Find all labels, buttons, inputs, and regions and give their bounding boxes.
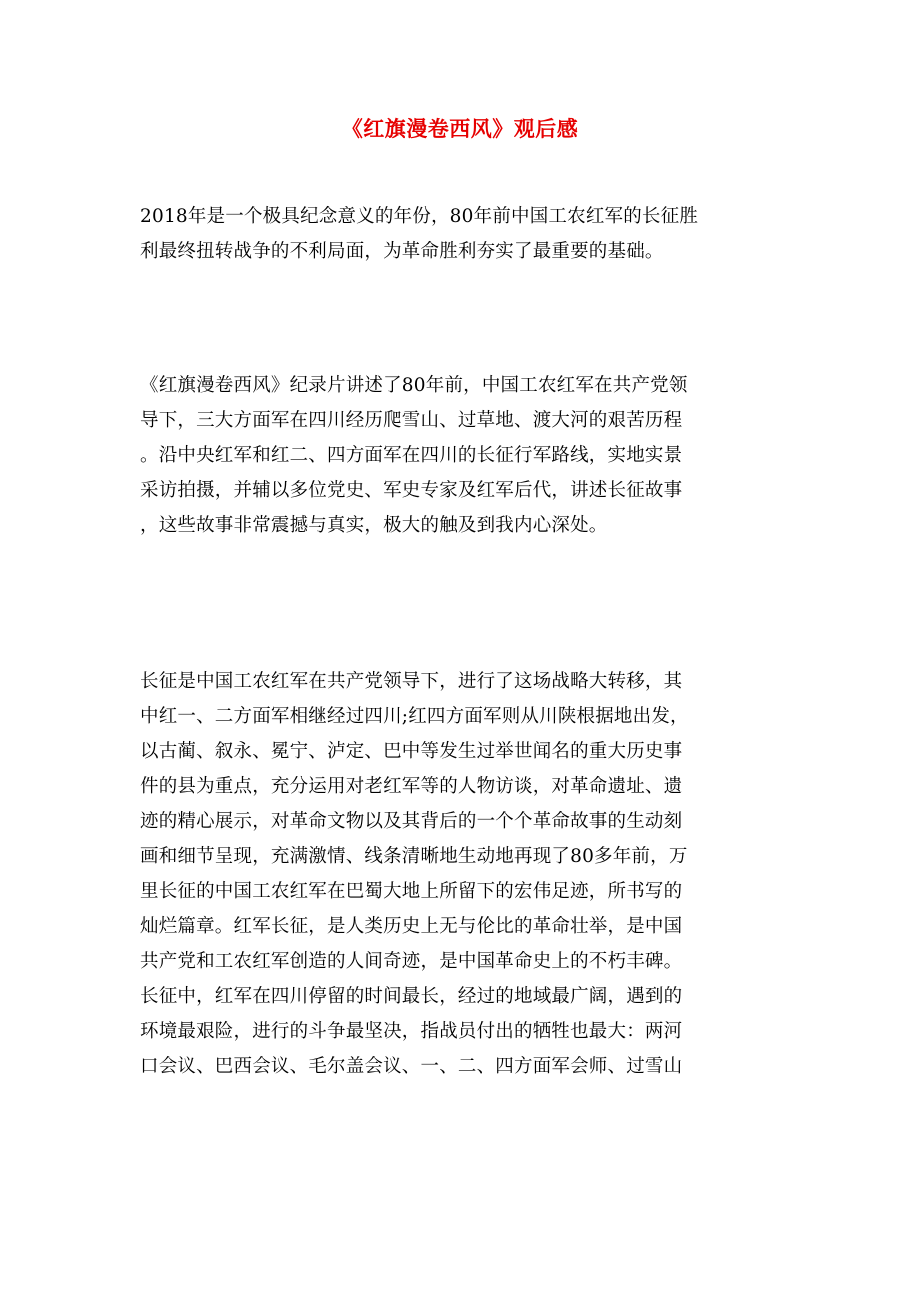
paragraph-line: 长征中，红军在四川停留的时间最长，经过的地域最广阔，遇到的: [140, 986, 683, 1007]
paragraph-line: 画和细节呈现，充满激情、线条清晰地生动地再现了80多年前，万: [140, 846, 688, 867]
paragraph-line: 长征是中国工农红军在共产党领导下，进行了这场战略大转移，其: [140, 671, 683, 692]
paragraph-line: 2018年是一个极具纪念意义的年份，80年前中国工农红军的长征胜: [140, 206, 699, 227]
paragraph-intro: [140, 199, 780, 269]
paragraph-line: 导下，三大方面军在四川经历爬雪山、过草地、渡大河的艰苦历程: [140, 410, 683, 431]
paragraph-line: 共产党和工农红军创造的人间奇迹，是中国革命史上的不朽丰碑。: [140, 951, 683, 972]
paragraph-line: 利最终扭转战争的不利局面，为革命胜利夯实了最重要的基础。: [140, 241, 664, 262]
paragraph-line: 中红一、二方面军相继经过四川;红四方面军则从川陕根据地出发，: [140, 706, 689, 727]
paragraph-line: ，这些故事非常震撼与真实，极大的触及到我内心深处。: [140, 515, 608, 536]
paragraph-documentary: [140, 368, 780, 543]
paragraph-line: 迹的精心展示，对革命文物以及其背后的一个个革命故事的生动刻: [140, 811, 683, 832]
paragraph-line: 件的县为重点，充分运用对老红军等的人物访谈，对革命遗址、遗: [140, 776, 683, 797]
paragraph-line: 。沿中央红军和红二、四方面军在四川的长征行军路线，实地实景: [140, 445, 683, 466]
paragraph-line: 里长征的中国工农红军在巴蜀大地上所留下的宏伟足迹，所书写的: [140, 881, 683, 902]
paragraph-line: 环境最艰险，进行的斗争最坚决，指战员付出的牺牲也最大：两河: [140, 1021, 683, 1042]
paragraph-line: 采访拍摄，并辅以多位党史、军史专家及红军后代，讲述长征故事: [140, 480, 683, 501]
document-title: 《红旗漫卷西风》观后感: [341, 116, 579, 141]
paragraph-line: 灿烂篇章。红军长征，是人类历史上无与伦比的革命壮举，是中国: [140, 916, 683, 937]
paragraph-line: 《红旗漫卷西风》纪录片讲述了80年前，中国工农红军在共产党领: [140, 375, 688, 396]
paragraph-long-march: [140, 664, 780, 1084]
paragraph-line: 以古蔺、叙永、冕宁、泸定、巴中等发生过举世闻名的重大历史事: [140, 741, 683, 762]
paragraph-line: 口会议、巴西会议、毛尔盖会议、一、二、四方面军会师、过雪山: [140, 1056, 683, 1077]
